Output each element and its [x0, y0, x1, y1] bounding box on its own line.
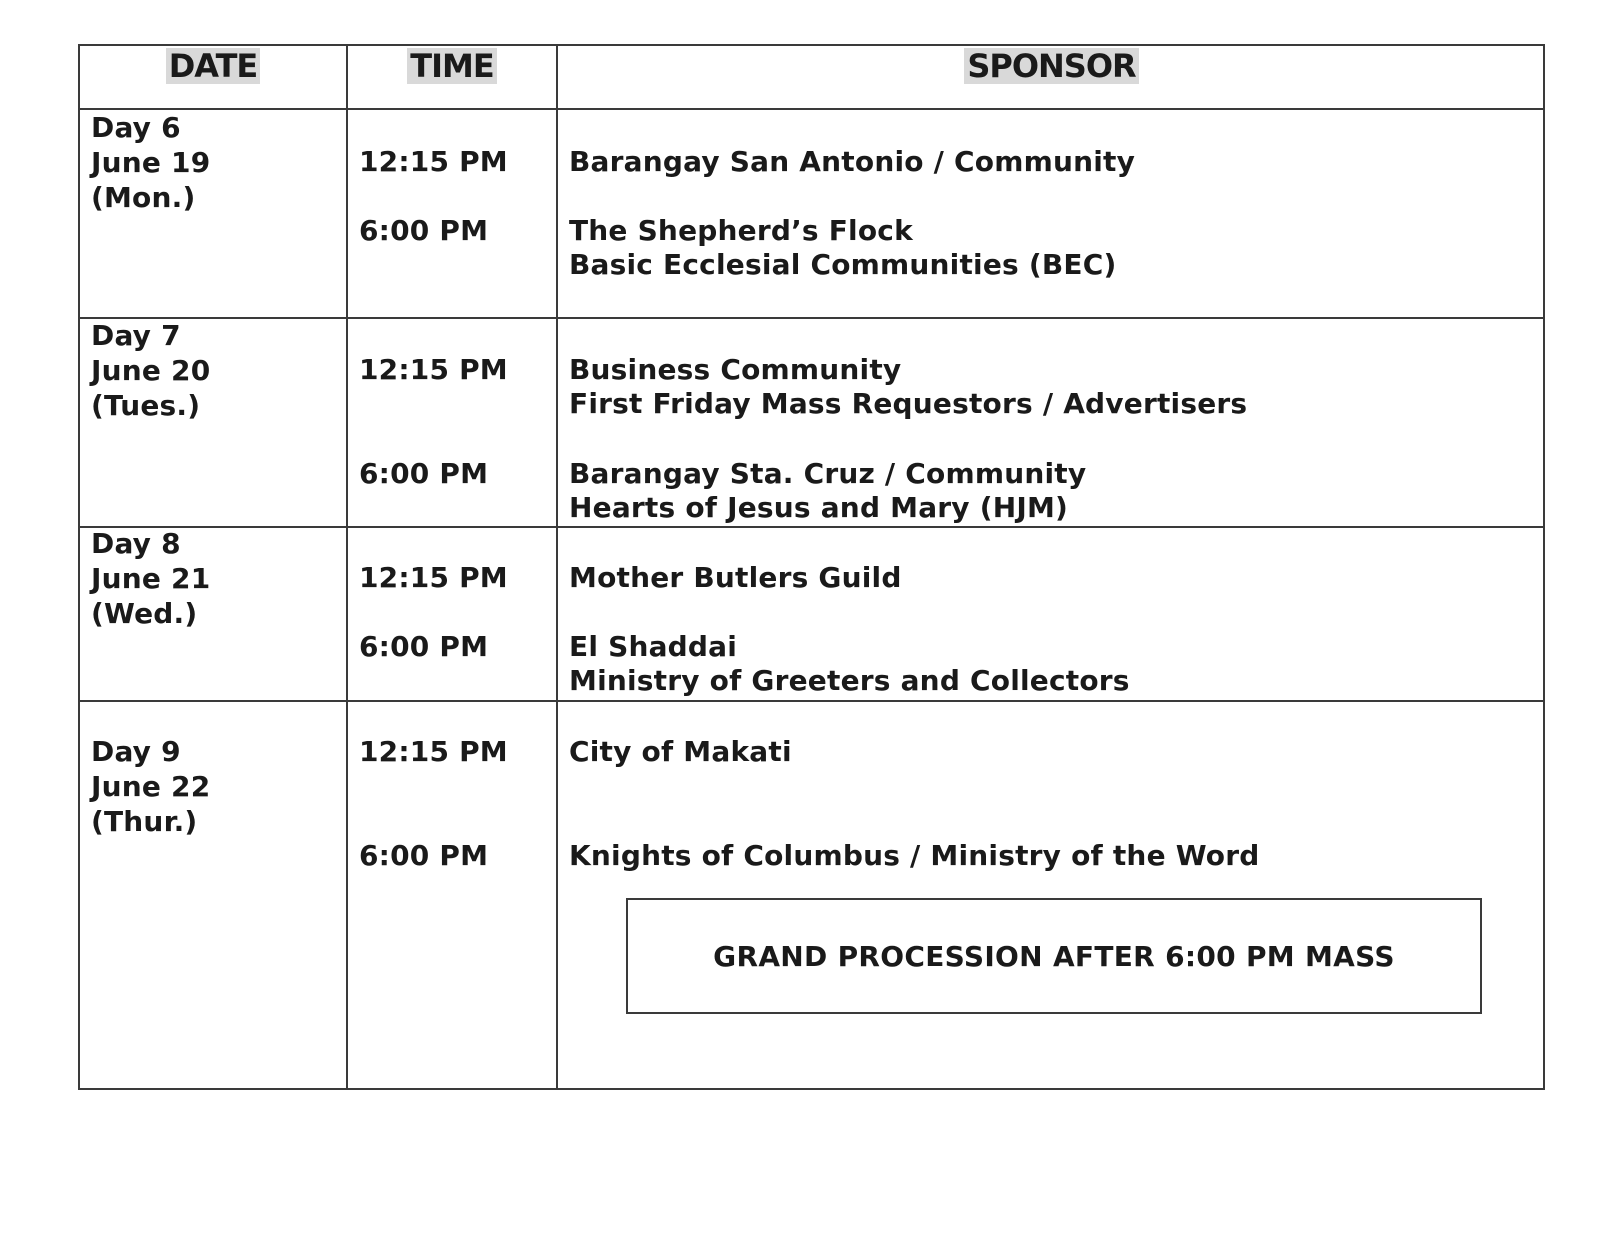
header-time-cell — [348, 46, 556, 110]
header-sponsor-cell — [558, 46, 1545, 110]
time-label: 6:00 PM — [359, 839, 489, 872]
sponsor-label: El Shaddai — [569, 630, 738, 663]
sponsor-label: City of Makati — [569, 735, 792, 768]
time-label: 12:15 PM — [359, 561, 508, 594]
sponsor-label: Barangay Sta. Cruz / Community — [569, 457, 1087, 490]
date-cell — [91, 526, 210, 631]
procession-callout — [626, 898, 1482, 1014]
date-label: June 21 — [91, 562, 211, 595]
sponsor-label: Ministry of Greeters and Collectors — [569, 664, 1130, 697]
callout-text: GRAND PROCESSION AFTER 6:00 PM MASS — [713, 939, 1395, 973]
date-label: June 20 — [91, 354, 211, 387]
time-label: 6:00 PM — [359, 214, 489, 247]
column-divider — [346, 46, 348, 1088]
sponsor-label: Basic Ecclesial Communities (BEC) — [569, 248, 1117, 281]
weekday-label: (Mon.) — [91, 181, 196, 214]
sponsor-label: First Friday Mass Requestors / Advertisers — [569, 387, 1248, 420]
weekday-label: (Thur.) — [91, 805, 198, 838]
row-divider — [80, 317, 1543, 319]
sponsor-label: Mother Butlers Guild — [569, 561, 902, 594]
time-label: 6:00 PM — [359, 630, 489, 663]
time-label: 12:15 PM — [359, 735, 508, 768]
header-sponsor: SPONSOR — [964, 48, 1138, 84]
time-label: 12:15 PM — [359, 353, 508, 386]
time-label: 12:15 PM — [359, 145, 508, 178]
date-cell — [91, 110, 210, 215]
sponsor-label: Knights of Columbus / Ministry of the Word — [569, 839, 1260, 872]
day-label: Day 9 — [91, 735, 181, 768]
weekday-label: (Tues.) — [91, 389, 201, 422]
time-label: 6:00 PM — [359, 457, 489, 490]
sponsor-label: Hearts of Jesus and Mary (HJM) — [569, 491, 1069, 524]
date-cell — [91, 734, 210, 839]
date-label: June 22 — [91, 770, 211, 803]
sponsor-label: The Shepherd’s Flock — [569, 214, 913, 247]
weekday-label: (Wed.) — [91, 597, 198, 630]
date-cell — [91, 318, 210, 423]
row-divider — [80, 700, 1543, 702]
header-date: DATE — [166, 48, 261, 84]
header-time: TIME — [407, 48, 496, 84]
day-label: Day 7 — [91, 319, 181, 352]
date-label: June 19 — [91, 146, 211, 179]
day-label: Day 8 — [91, 527, 181, 560]
sponsor-label: Barangay San Antonio / Community — [569, 145, 1136, 178]
header-date-cell — [80, 46, 346, 110]
sponsor-label: Business Community — [569, 353, 902, 386]
schedule-table — [78, 44, 1545, 1090]
column-divider — [556, 46, 558, 1088]
row-divider — [80, 526, 1543, 528]
day-label: Day 6 — [91, 111, 181, 144]
